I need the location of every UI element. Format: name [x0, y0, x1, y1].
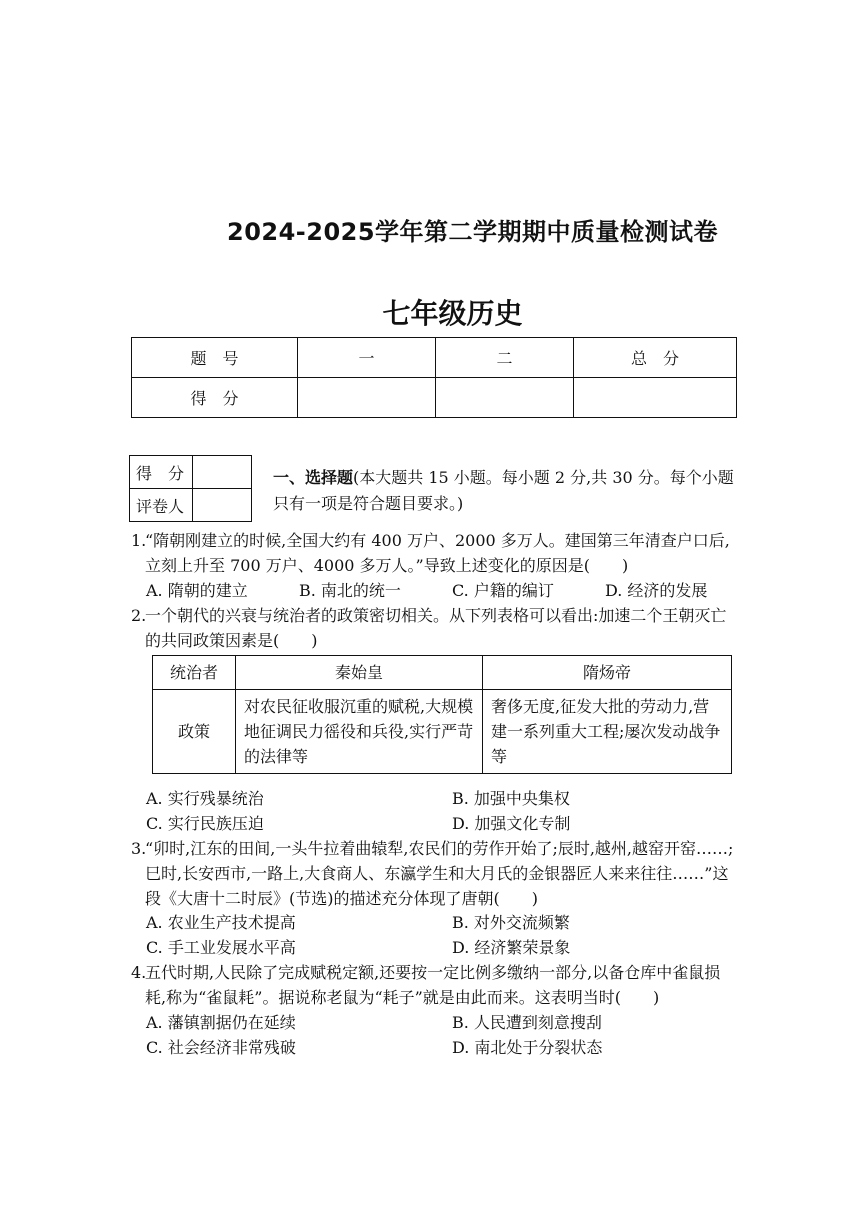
question-number: 2.	[131, 606, 147, 625]
option-c[interactable]: C. 户籍的编订	[452, 581, 554, 600]
option-d[interactable]: D. 加强文化专制	[452, 814, 571, 833]
option-b[interactable]: B. 人民遭到刻意搜刮	[452, 1013, 602, 1032]
question-text: 五代时期,人民除了完成赋税定额,还要按一定比例多缴纳一部分,以备仓库中雀鼠损耗,称为“雀鼠耗”。据说称老鼠为“耗子”就是由此而来。这表明当时( )	[145, 963, 721, 1007]
score-header-cell: 一	[298, 338, 436, 378]
mini-score-cell[interactable]	[193, 456, 252, 489]
policy-header-qin: 秦始皇	[236, 656, 483, 690]
option-d[interactable]: D. 南北处于分裂状态	[452, 1038, 603, 1057]
exam-title: 2024-2025学年第二学期期中质量检测试卷	[227, 218, 719, 246]
mini-grader-cell[interactable]	[193, 489, 252, 522]
question-text: “卯时,江东的田间,一头牛拉着曲辕犁,农民们的劳作开始了;辰时,越州,越窑开窑……;巳时,长安西市,一路上,大食商人、东瀛学生和大月氏的金银器匠人来来往往……”这段《大唐十二时辰》(节选)的描述充分体现了唐朝( )	[145, 839, 734, 908]
score-header-cell: 总 分	[574, 338, 737, 378]
option-b[interactable]: B. 南北的统一	[299, 581, 401, 600]
section-title: 一、选择题	[273, 468, 354, 487]
question-4	[131, 960, 741, 1010]
option-a[interactable]: A. 农业生产技术提高	[146, 913, 296, 932]
option-b[interactable]: B. 加强中央集权	[452, 789, 570, 808]
question-text: 一个朝代的兴衰与统治者的政策密切相关。从下列表格可以看出:加速二个王朝灭亡的共同政策因素是( )	[145, 606, 727, 650]
option-b[interactable]: B. 对外交流频繁	[452, 913, 570, 932]
option-a[interactable]: A. 实行残暴统治	[146, 789, 264, 808]
option-d[interactable]: D. 经济繁荣景象	[452, 938, 571, 957]
option-a[interactable]: A. 隋朝的建立	[146, 581, 248, 600]
question-number: 3.	[131, 839, 147, 858]
option-d[interactable]: D. 经济的发展	[605, 581, 708, 600]
mini-grader-label: 评卷人	[130, 489, 193, 522]
option-c[interactable]: C. 社会经济非常残破	[146, 1038, 296, 1057]
score-empty-cell[interactable]	[298, 378, 436, 418]
question-1	[131, 528, 741, 578]
score-empty-cell[interactable]	[436, 378, 574, 418]
section-description: (本大题共 15 小题。每小题 2 分,共 30 分。每个小题只有一项是符合题目要求。)	[273, 468, 734, 513]
score-label-cell: 得 分	[132, 378, 298, 418]
option-c[interactable]: C. 实行民族压迫	[146, 814, 264, 833]
question-3	[131, 836, 741, 911]
grader-table	[129, 455, 252, 522]
question-number: 4.	[131, 963, 147, 982]
policy-cell-qin: 对农民征收服沉重的赋税,大规模地征调民力徭役和兵役,实行严苛的法律等	[236, 690, 483, 774]
subject-title: 七年级历史	[382, 297, 523, 330]
policy-row-label: 政策	[153, 690, 236, 774]
mini-score-label: 得 分	[130, 456, 193, 489]
option-c[interactable]: C. 手工业发展水平高	[146, 938, 296, 957]
policy-cell-sui: 奢侈无度,征发大批的劳动力,营建一系列重大工程;屡次发动战争等	[483, 690, 732, 774]
score-table	[131, 337, 737, 418]
policy-table	[152, 655, 732, 774]
section-heading	[273, 465, 743, 517]
score-header-cell: 二	[436, 338, 574, 378]
policy-header-sui: 隋炀帝	[483, 656, 732, 690]
question-2	[131, 603, 741, 653]
question-number: 1.	[131, 531, 147, 550]
score-header-cell: 题 号	[132, 338, 298, 378]
question-text: “隋朝刚建立的时候,全国大约有 400 万户、2000 多万人。建国第三年清查户口后,立刻上升至 700 万户、4000 多万人。”导致上述变化的原因是( )	[145, 531, 730, 575]
policy-header-ruler: 统治者	[153, 656, 236, 690]
option-a[interactable]: A. 藩镇割据仍在延续	[146, 1013, 296, 1032]
score-empty-cell[interactable]	[574, 378, 737, 418]
